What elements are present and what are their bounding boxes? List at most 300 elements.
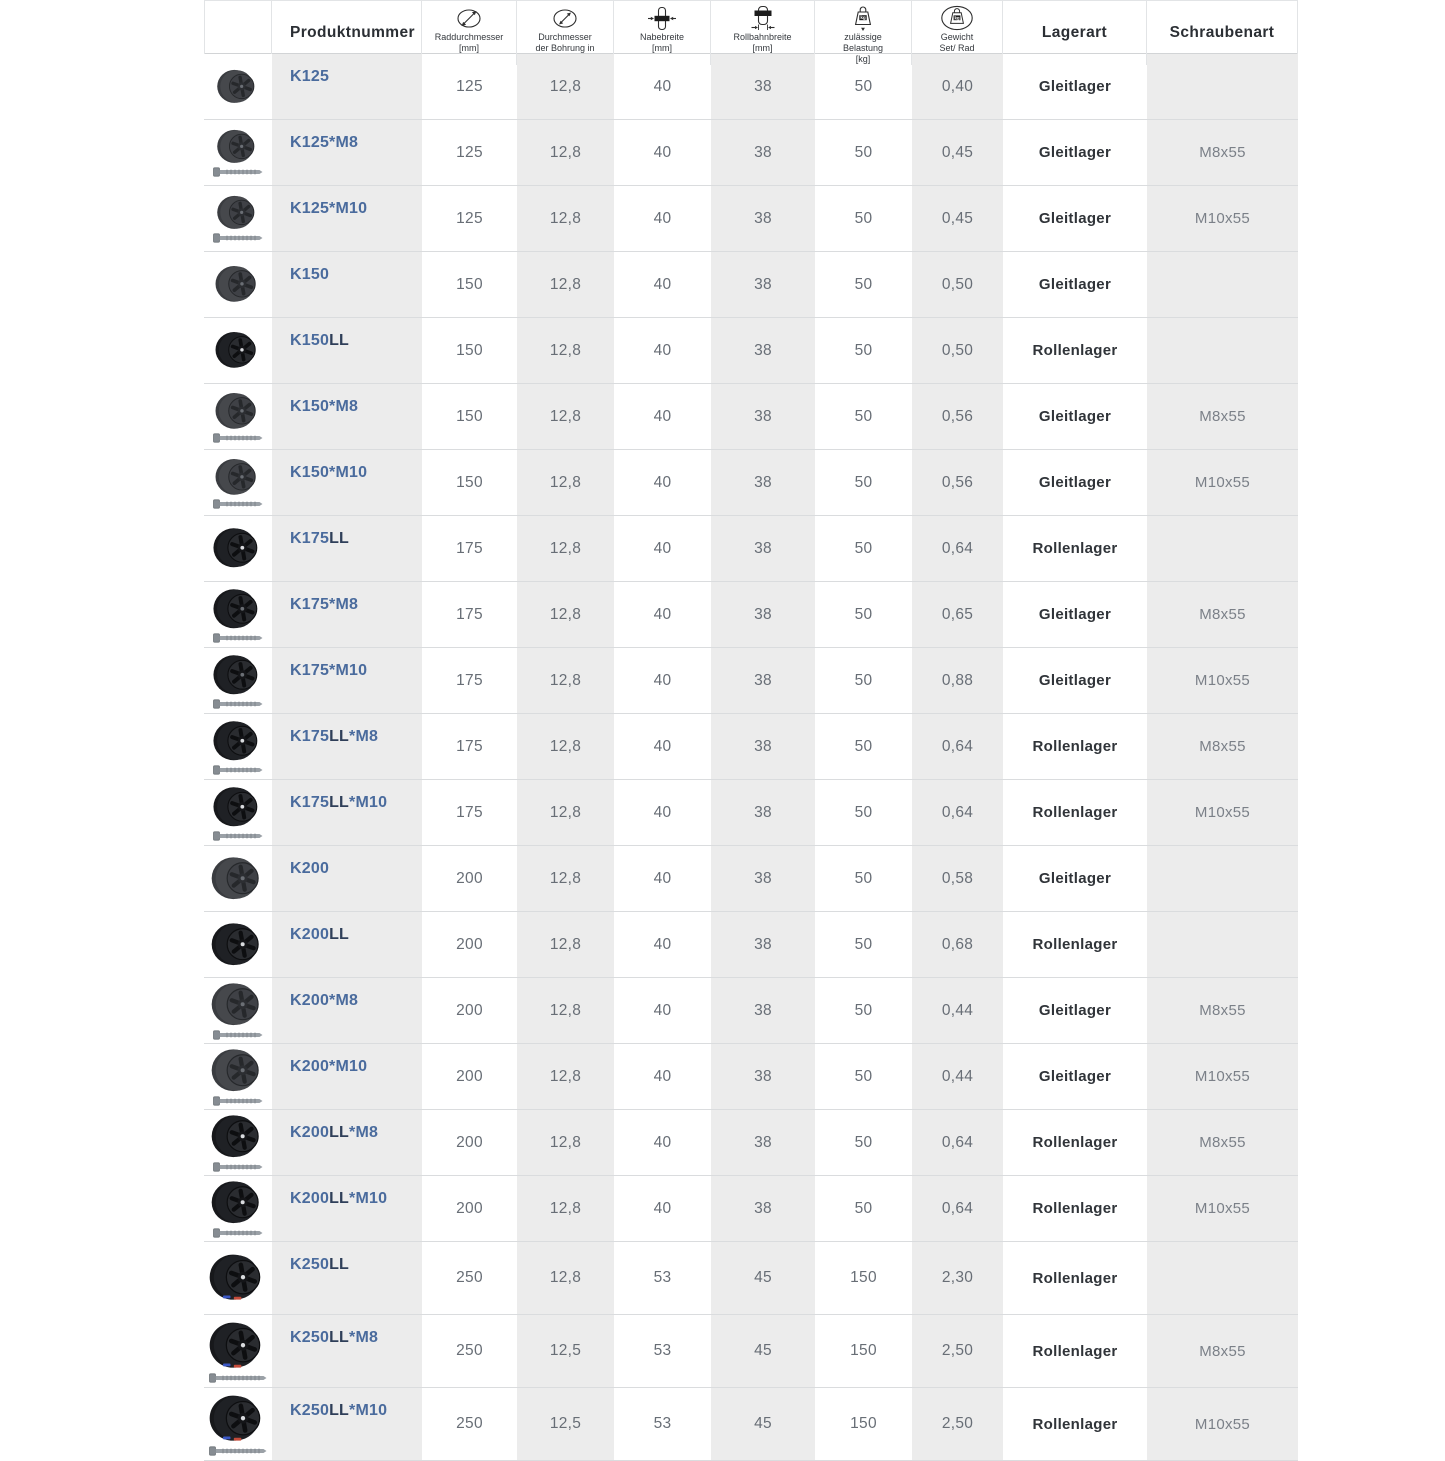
bohrung-value: 12,8 [549, 671, 582, 689]
cell-product-image [204, 1388, 272, 1460]
screw-image [213, 1030, 263, 1040]
cell-bohrung [517, 978, 614, 1043]
gewicht-value: 0,68 [941, 935, 974, 953]
raddurchmesser-value: 125 [456, 77, 483, 95]
raddurchmesser-value: 250 [456, 1269, 483, 1286]
lagerart-value: Rollenlager [1032, 1200, 1118, 1217]
cell-produktnummer [272, 450, 422, 515]
lagerart-value: Gleitlager [1038, 1068, 1112, 1085]
header-nabebreite-label: Nabebreite [639, 32, 685, 42]
rollbahnbreite-value: 38 [754, 341, 772, 359]
product-link[interactable]: K250LL*M10 [290, 1402, 388, 1419]
cell-belastung [815, 978, 912, 1043]
wheel-image [210, 1047, 266, 1095]
wheel-image [210, 981, 266, 1029]
cell-product-image [204, 318, 272, 383]
cell-schraubenart [1147, 714, 1298, 779]
cell-belastung [815, 252, 912, 317]
cell-nabebreite [614, 186, 711, 251]
cell-nabebreite [614, 1315, 711, 1387]
cell-bohrung [517, 1315, 614, 1387]
cell-raddurchmesser [422, 1242, 517, 1314]
product-link[interactable]: K150*M8 [290, 398, 359, 415]
cell-bohrung [517, 912, 614, 977]
product-link[interactable]: K200*M8 [290, 992, 359, 1009]
header-bohrung-label-2: der Bohrung in [535, 43, 595, 53]
gewicht-value: 0,40 [941, 77, 974, 95]
gewicht-value: 0,65 [941, 605, 974, 623]
raddurchmesser-value: 200 [456, 869, 483, 887]
product-link[interactable]: K175LL*M10 [290, 794, 388, 811]
raddurchmesser-value: 200 [456, 1067, 483, 1085]
product-link[interactable]: K175LL*M8 [290, 728, 379, 745]
hub-width-icon [647, 5, 677, 31]
cell-rollbahnbreite [711, 846, 815, 911]
raddurchmesser-value: 200 [456, 1199, 483, 1217]
cell-gewicht [912, 912, 1003, 977]
cell-bohrung [517, 714, 614, 779]
cell-nabebreite [614, 450, 711, 515]
nabebreite-value: 40 [653, 1001, 672, 1019]
table-row [204, 1110, 1298, 1176]
gewicht-value: 0,58 [941, 869, 974, 887]
raddurchmesser-value: 125 [456, 209, 483, 227]
cell-produktnummer [272, 186, 422, 251]
cell-gewicht [912, 1110, 1003, 1175]
cell-rollbahnbreite [711, 1388, 815, 1460]
nabebreite-value: 40 [653, 473, 672, 491]
table-row [204, 582, 1298, 648]
bohrung-value: 12,8 [549, 1067, 582, 1085]
gewicht-value: 0,64 [941, 803, 974, 821]
product-link[interactable]: K175*M8 [290, 596, 359, 613]
schraubenart-value: M8x55 [1199, 408, 1246, 425]
cell-product-image [204, 120, 272, 185]
cell-schraubenart [1147, 1044, 1298, 1109]
nabebreite-value: 40 [653, 605, 672, 623]
cell-schraubenart [1147, 780, 1298, 845]
cell-rollbahnbreite [711, 714, 815, 779]
product-link[interactable]: K175LL [290, 530, 350, 547]
cell-produktnummer [272, 714, 422, 779]
nabebreite-value: 53 [653, 1342, 672, 1359]
lagerart-value: Rollenlager [1032, 1134, 1118, 1151]
product-link[interactable]: K250LL [290, 1256, 350, 1273]
cell-schraubenart [1147, 912, 1298, 977]
cell-lagerart [1003, 846, 1147, 911]
header-schraubenart-label: Schraubenart [1169, 24, 1275, 41]
cell-belastung [815, 846, 912, 911]
bohrung-value: 12,8 [549, 935, 582, 953]
lagerart-value: Rollenlager [1032, 738, 1118, 755]
cell-raddurchmesser [422, 450, 517, 515]
cell-produktnummer [272, 516, 422, 581]
cell-rollbahnbreite [711, 120, 815, 185]
cell-bohrung [517, 1242, 614, 1314]
lagerart-value: Gleitlager [1038, 1002, 1112, 1019]
product-link[interactable]: K125*M8 [290, 134, 359, 151]
raddurchmesser-value: 200 [456, 1001, 483, 1019]
bohrung-value: 12,8 [549, 1199, 582, 1217]
belastung-value: 50 [854, 803, 873, 821]
cell-product-image [204, 384, 272, 449]
wheel-image [210, 1113, 266, 1161]
wheel-image [216, 194, 260, 232]
belastung-value: 50 [854, 671, 873, 689]
cell-schraubenart [1147, 120, 1298, 185]
product-table [204, 0, 1298, 1461]
nabebreite-value: 40 [653, 539, 672, 557]
cell-product-image [204, 186, 272, 251]
cell-raddurchmesser [422, 714, 517, 779]
belastung-value: 50 [854, 407, 873, 425]
cell-rollbahnbreite [711, 252, 815, 317]
cell-lagerart [1003, 318, 1147, 383]
raddurchmesser-value: 200 [456, 935, 483, 953]
cell-lagerart [1003, 1242, 1147, 1314]
cell-nabebreite [614, 648, 711, 713]
product-link[interactable]: K125*M10 [290, 200, 368, 217]
gewicht-value: 0,64 [941, 1133, 974, 1151]
rollbahnbreite-value: 38 [754, 671, 772, 689]
bohrung-value: 12,8 [549, 473, 582, 491]
cell-lagerart [1003, 252, 1147, 317]
raddurchmesser-value: 175 [456, 737, 483, 755]
lagerart-value: Rollenlager [1032, 1342, 1118, 1360]
table-row [204, 384, 1298, 450]
table-row [204, 1044, 1298, 1110]
cell-schraubenart [1147, 516, 1298, 581]
product-link[interactable]: K200LL*M8 [290, 1124, 379, 1141]
wheel-image [208, 1320, 268, 1372]
cell-rollbahnbreite [711, 450, 815, 515]
rollbahnbreite-value: 38 [754, 935, 772, 953]
svg-text:kg: kg [954, 15, 960, 21]
cell-product-image [204, 1242, 272, 1314]
table-row [204, 978, 1298, 1044]
cell-lagerart [1003, 648, 1147, 713]
cell-gewicht [912, 54, 1003, 119]
lagerart-value: Gleitlager [1038, 210, 1112, 227]
rollbahnbreite-value: 38 [754, 77, 772, 95]
table-row [204, 846, 1298, 912]
nabebreite-value: 40 [653, 1067, 672, 1085]
cell-product-image [204, 1315, 272, 1387]
cell-raddurchmesser [422, 384, 517, 449]
raddurchmesser-value: 250 [456, 1415, 483, 1432]
cell-belastung [815, 384, 912, 449]
table-row [204, 252, 1298, 318]
product-link[interactable]: K125 [290, 68, 330, 85]
cell-lagerart [1003, 1176, 1147, 1241]
cell-product-image [204, 1110, 272, 1175]
header-bohrung-label-1: Durchmesser [538, 32, 592, 42]
cell-produktnummer [272, 912, 422, 977]
lagerart-value: Gleitlager [1038, 276, 1112, 293]
cell-raddurchmesser [422, 516, 517, 581]
bohrung-value: 12,8 [549, 605, 582, 623]
header-belastung-label-1: zulässige [844, 32, 882, 42]
nabebreite-value: 40 [653, 935, 672, 953]
table-row [204, 648, 1298, 714]
wheel-image [214, 264, 262, 305]
cell-nabebreite [614, 120, 711, 185]
product-link[interactable]: K200LL*M10 [290, 1190, 388, 1207]
gewicht-value: 0,50 [941, 341, 974, 359]
cell-rollbahnbreite [711, 516, 815, 581]
schraubenart-value: M8x55 [1199, 606, 1246, 623]
cell-produktnummer [272, 1315, 422, 1387]
raddurchmesser-value: 175 [456, 803, 483, 821]
cell-nabebreite [614, 780, 711, 845]
schraubenart-value: M10x55 [1194, 474, 1251, 491]
wheel-image [210, 1179, 266, 1227]
cell-product-image [204, 516, 272, 581]
cell-rollbahnbreite [711, 978, 815, 1043]
cell-produktnummer [272, 54, 422, 119]
table-row [204, 186, 1298, 252]
table-row [204, 120, 1298, 186]
cell-raddurchmesser [422, 846, 517, 911]
cell-raddurchmesser [422, 318, 517, 383]
cell-belastung [815, 912, 912, 977]
cell-schraubenart [1147, 1110, 1298, 1175]
wheel-image [208, 1393, 268, 1445]
cell-rollbahnbreite [711, 780, 815, 845]
header-nabebreite-unit: [mm] [652, 43, 672, 53]
bohrung-value: 12,5 [549, 1415, 582, 1432]
bohrung-value: 12,8 [549, 77, 582, 95]
cell-nabebreite [614, 516, 711, 581]
diameter-icon [454, 5, 484, 31]
cell-lagerart [1003, 714, 1147, 779]
cell-raddurchmesser [422, 1044, 517, 1109]
cell-produktnummer [272, 648, 422, 713]
wheel-image [212, 719, 264, 764]
gewicht-value: 0,50 [941, 275, 974, 293]
cell-bohrung [517, 1388, 614, 1460]
cell-produktnummer [272, 120, 422, 185]
gewicht-value: 0,45 [941, 143, 974, 161]
bohrung-value: 12,5 [549, 1342, 582, 1359]
cell-schraubenart [1147, 252, 1298, 317]
screw-image [213, 433, 263, 443]
product-link[interactable]: K150LL [290, 332, 350, 349]
cell-belastung [815, 186, 912, 251]
bohrung-value: 12,8 [549, 1269, 582, 1286]
cell-lagerart [1003, 1110, 1147, 1175]
gewicht-value: 0,56 [941, 407, 974, 425]
product-link[interactable]: K175*M10 [290, 662, 368, 679]
cell-schraubenart [1147, 450, 1298, 515]
cell-belastung [815, 1242, 912, 1314]
cell-nabebreite [614, 384, 711, 449]
lagerart-value: Gleitlager [1038, 672, 1112, 689]
nabebreite-value: 40 [653, 341, 672, 359]
cell-gewicht [912, 516, 1003, 581]
cell-raddurchmesser [422, 978, 517, 1043]
cell-bohrung [517, 648, 614, 713]
cell-schraubenart [1147, 582, 1298, 647]
cell-product-image [204, 1044, 272, 1109]
lagerart-value: Gleitlager [1038, 78, 1112, 95]
raddurchmesser-value: 150 [456, 473, 483, 491]
table-row [204, 54, 1298, 120]
gewicht-value: 0,88 [941, 671, 974, 689]
cell-lagerart [1003, 1315, 1147, 1387]
rollbahnbreite-value: 38 [754, 803, 772, 821]
gewicht-value: 0,64 [941, 737, 974, 755]
cell-rollbahnbreite [711, 648, 815, 713]
belastung-value: 50 [854, 737, 873, 755]
cell-nabebreite [614, 912, 711, 977]
rollbahnbreite-value: 38 [754, 605, 772, 623]
cell-belastung [815, 1388, 912, 1460]
rollbahnbreite-value: 38 [754, 539, 772, 557]
cell-belastung [815, 54, 912, 119]
table-row [204, 516, 1298, 582]
lagerart-value: Gleitlager [1038, 606, 1112, 623]
product-link[interactable]: K200 [290, 860, 330, 877]
cell-produktnummer [272, 252, 422, 317]
wheel-image [212, 587, 264, 632]
cell-lagerart [1003, 450, 1147, 515]
cell-gewicht [912, 648, 1003, 713]
cell-produktnummer [272, 1176, 422, 1241]
lagerart-value: Gleitlager [1038, 870, 1112, 887]
nabebreite-value: 53 [653, 1269, 672, 1286]
rollbahnbreite-value: 38 [754, 275, 772, 293]
bohrung-value: 12,8 [549, 737, 582, 755]
cell-raddurchmesser [422, 582, 517, 647]
cell-bohrung [517, 1044, 614, 1109]
cell-nabebreite [614, 846, 711, 911]
cell-gewicht [912, 978, 1003, 1043]
cell-product-image [204, 780, 272, 845]
raddurchmesser-value: 150 [456, 341, 483, 359]
cell-gewicht [912, 1242, 1003, 1314]
cell-schraubenart [1147, 648, 1298, 713]
cell-nabebreite [614, 1242, 711, 1314]
cell-bohrung [517, 120, 614, 185]
belastung-value: 50 [854, 935, 873, 953]
cell-schraubenart [1147, 978, 1298, 1043]
cell-product-image [204, 450, 272, 515]
gewicht-value: 0,64 [941, 539, 974, 557]
rollbahnbreite-value: 45 [754, 1415, 772, 1432]
wheel-image [214, 391, 262, 432]
screw-image [213, 765, 263, 775]
product-link[interactable]: K200*M10 [290, 1058, 368, 1075]
lagerart-value: Gleitlager [1038, 474, 1112, 491]
cell-gewicht [912, 1388, 1003, 1460]
product-link[interactable]: K150*M10 [290, 464, 368, 481]
cell-belastung [815, 120, 912, 185]
cell-raddurchmesser [422, 648, 517, 713]
cell-belastung [815, 1315, 912, 1387]
cell-belastung [815, 582, 912, 647]
bohrung-value: 12,8 [549, 803, 582, 821]
cell-belastung [815, 1110, 912, 1175]
nabebreite-value: 40 [653, 671, 672, 689]
table-row [204, 450, 1298, 516]
screw-image [213, 699, 263, 709]
cell-gewicht [912, 450, 1003, 515]
svg-text:kg: kg [860, 14, 866, 20]
cell-lagerart [1003, 912, 1147, 977]
cell-raddurchmesser [422, 54, 517, 119]
cell-lagerart [1003, 120, 1147, 185]
cell-rollbahnbreite [711, 54, 815, 119]
cell-gewicht [912, 714, 1003, 779]
cell-produktnummer [272, 1110, 422, 1175]
cell-schraubenart [1147, 1315, 1298, 1387]
nabebreite-value: 40 [653, 209, 672, 227]
lagerart-value: Gleitlager [1038, 408, 1112, 425]
cell-rollbahnbreite [711, 318, 815, 383]
raddurchmesser-value: 250 [456, 1342, 483, 1359]
schraubenart-value: M10x55 [1194, 804, 1251, 821]
wheel-image [208, 1252, 268, 1304]
belastung-value: 50 [854, 1133, 873, 1151]
cell-bohrung [517, 582, 614, 647]
cell-bohrung [517, 516, 614, 581]
cell-bohrung [517, 1110, 614, 1175]
bore-diameter-icon [550, 5, 580, 31]
belastung-value: 50 [854, 1199, 873, 1217]
raddurchmesser-value: 200 [456, 1133, 483, 1151]
cell-produktnummer [272, 846, 422, 911]
screw-image [213, 499, 263, 509]
table-row [204, 780, 1298, 846]
schraubenart-value: M8x55 [1199, 1134, 1246, 1151]
cell-belastung [815, 648, 912, 713]
cell-schraubenart [1147, 1176, 1298, 1241]
cell-produktnummer [272, 978, 422, 1043]
table-row [204, 1388, 1298, 1461]
cell-bohrung [517, 384, 614, 449]
cell-schraubenart [1147, 1388, 1298, 1460]
raddurchmesser-value: 175 [456, 605, 483, 623]
product-link[interactable]: K250LL*M8 [290, 1329, 379, 1346]
cell-nabebreite [614, 1044, 711, 1109]
bohrung-value: 12,8 [549, 209, 582, 227]
product-link[interactable]: K150 [290, 266, 330, 283]
nabebreite-value: 40 [653, 803, 672, 821]
cell-gewicht [912, 582, 1003, 647]
cell-rollbahnbreite [711, 1044, 815, 1109]
cell-product-image [204, 582, 272, 647]
product-link[interactable]: K200LL [290, 926, 350, 943]
schraubenart-value: M10x55 [1194, 1068, 1251, 1085]
cell-lagerart [1003, 1388, 1147, 1460]
cell-rollbahnbreite [711, 1315, 815, 1387]
wheel-image [214, 457, 262, 498]
belastung-value: 150 [850, 1269, 877, 1286]
nabebreite-value: 40 [653, 143, 672, 161]
belastung-value: 50 [854, 341, 873, 359]
belastung-value: 50 [854, 77, 873, 95]
belastung-value: 150 [850, 1415, 877, 1432]
header-raddurchmesser-label: Raddurchmesser [434, 32, 504, 42]
cell-gewicht [912, 120, 1003, 185]
header-lagerart-label: Lagerart [1041, 24, 1108, 41]
wheel-image [210, 921, 266, 969]
cell-belastung [815, 714, 912, 779]
lagerart-value: Rollenlager [1032, 540, 1118, 557]
wheel-image [210, 855, 266, 903]
cell-bohrung [517, 846, 614, 911]
